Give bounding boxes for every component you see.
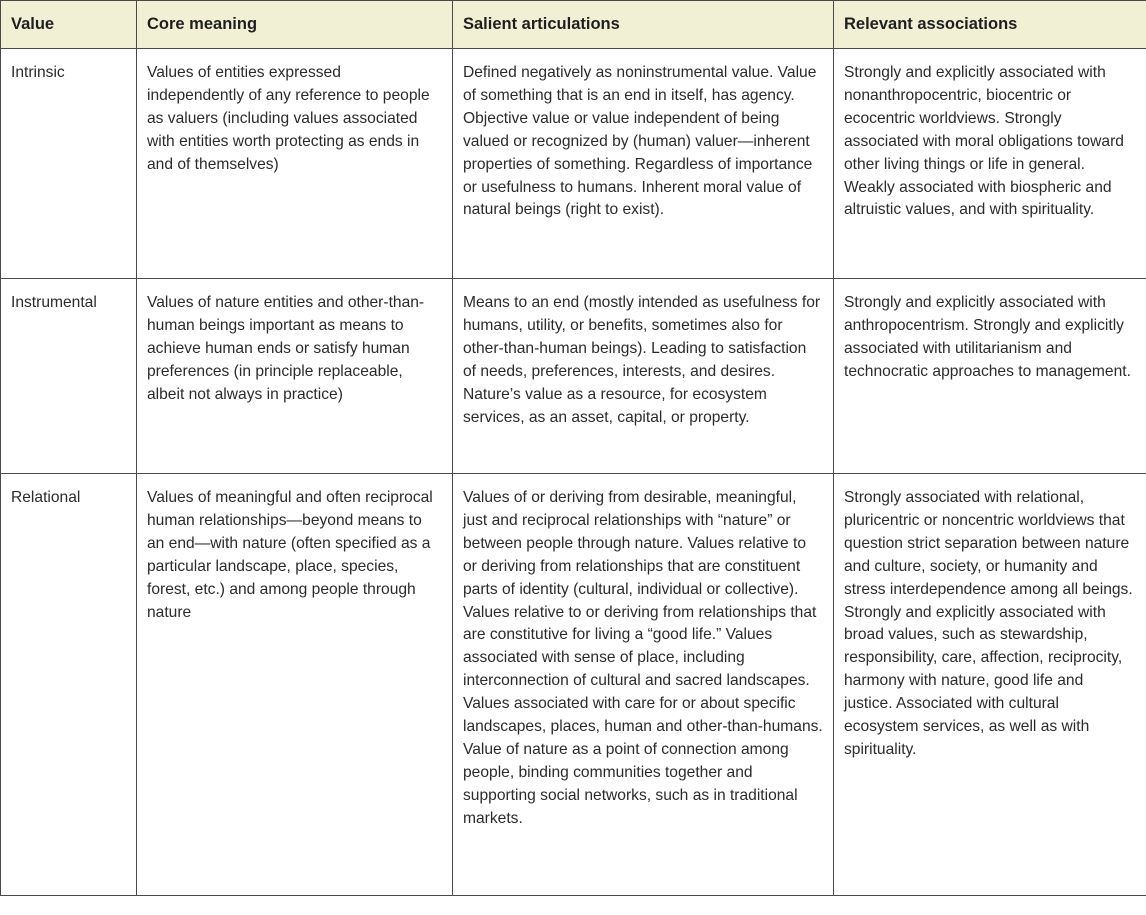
cell-value: Relational xyxy=(1,474,137,896)
cell-relevant-associations: Strongly and explicitly associated with nonanthropocentric, biocentric or ecocentric worldviews. Strongly associated with moral obligations toward other living things or life in general. Weakly associated with biospheric and altruistic values, and with spirituality. xyxy=(834,49,1146,279)
header-relevant-associations: Relevant associations xyxy=(834,1,1146,49)
cell-relevant-associations: Strongly associated with relational, pluricentric or noncentric worldviews that question strict separation between nature and culture, society, or humanity and stress interdependence among all beings. Strongly and explicitly associated with broad values, such as stewardship, responsibility, care, affection, reciprocity, harmony with nature, good life and justice. Associated with cultural ecosystem services, as well as with spirituality. xyxy=(834,474,1146,896)
header-salient-articulations: Salient articulations xyxy=(453,1,834,49)
cell-core-meaning: Values of nature entities and other-than-human beings important as means to achieve human ends or satisfy human preferences (in principle replaceable, albeit not always in practice) xyxy=(137,279,453,474)
cell-value: Intrinsic xyxy=(1,49,137,279)
header-core-meaning: Core meaning xyxy=(137,1,453,49)
cell-value: Instrumental xyxy=(1,279,137,474)
cell-core-meaning: Values of entities expressed independently of any reference to people as valuers (including values associated with entities worth protecting as ends in and of themselves) xyxy=(137,49,453,279)
header-row xyxy=(1,1,1146,49)
cell-relevant-associations: Strongly and explicitly associated with anthropocentrism. Strongly and explicitly associated with utilitarianism and technocratic approaches to management. xyxy=(834,279,1146,474)
table-row xyxy=(1,474,1146,896)
cell-core-meaning: Values of meaningful and often reciprocal human relationships—beyond means to an end—with nature (often specified as a particular landscape, place, species, forest, etc.) and among people through nature xyxy=(137,474,453,896)
cell-salient-articulations: Values of or deriving from desirable, meaningful, just and reciprocal relationships with “nature” or between people through nature. Values relative to or deriving from relationships that are constituent parts of identity (cultural, individual or collective). Values relative to or deriving from relationships that are constitutive for living a “good life.” Values associated with sense of place, including interconnection of cultural and sacred landscapes. Values associated with care for or about specific landscapes, places, human and other-than-humans. Value of nature as a point of connection among people, binding communities together and supporting social networks, such as in traditional markets. xyxy=(453,474,834,896)
cell-salient-articulations: Means to an end (mostly intended as usefulness for humans, utility, or benefits, sometimes also for other-than-human beings). Leading to satisfaction of needs, preferences, interests, and desires. Nature’s value as a resource, for ecosystem services, as an asset, capital, or property. xyxy=(453,279,834,474)
table-row xyxy=(1,279,1146,474)
table-row xyxy=(1,49,1146,279)
header-value: Value xyxy=(1,1,137,49)
cell-salient-articulations: Defined negatively as noninstrumental value. Value of something that is an end in itself, has agency. Objective value or value independent of being valued or recognized by (human) valuer—inherent properties of something. Regardless of importance or usefulness to humans. Inherent moral value of natural beings (right to exist). xyxy=(453,49,834,279)
